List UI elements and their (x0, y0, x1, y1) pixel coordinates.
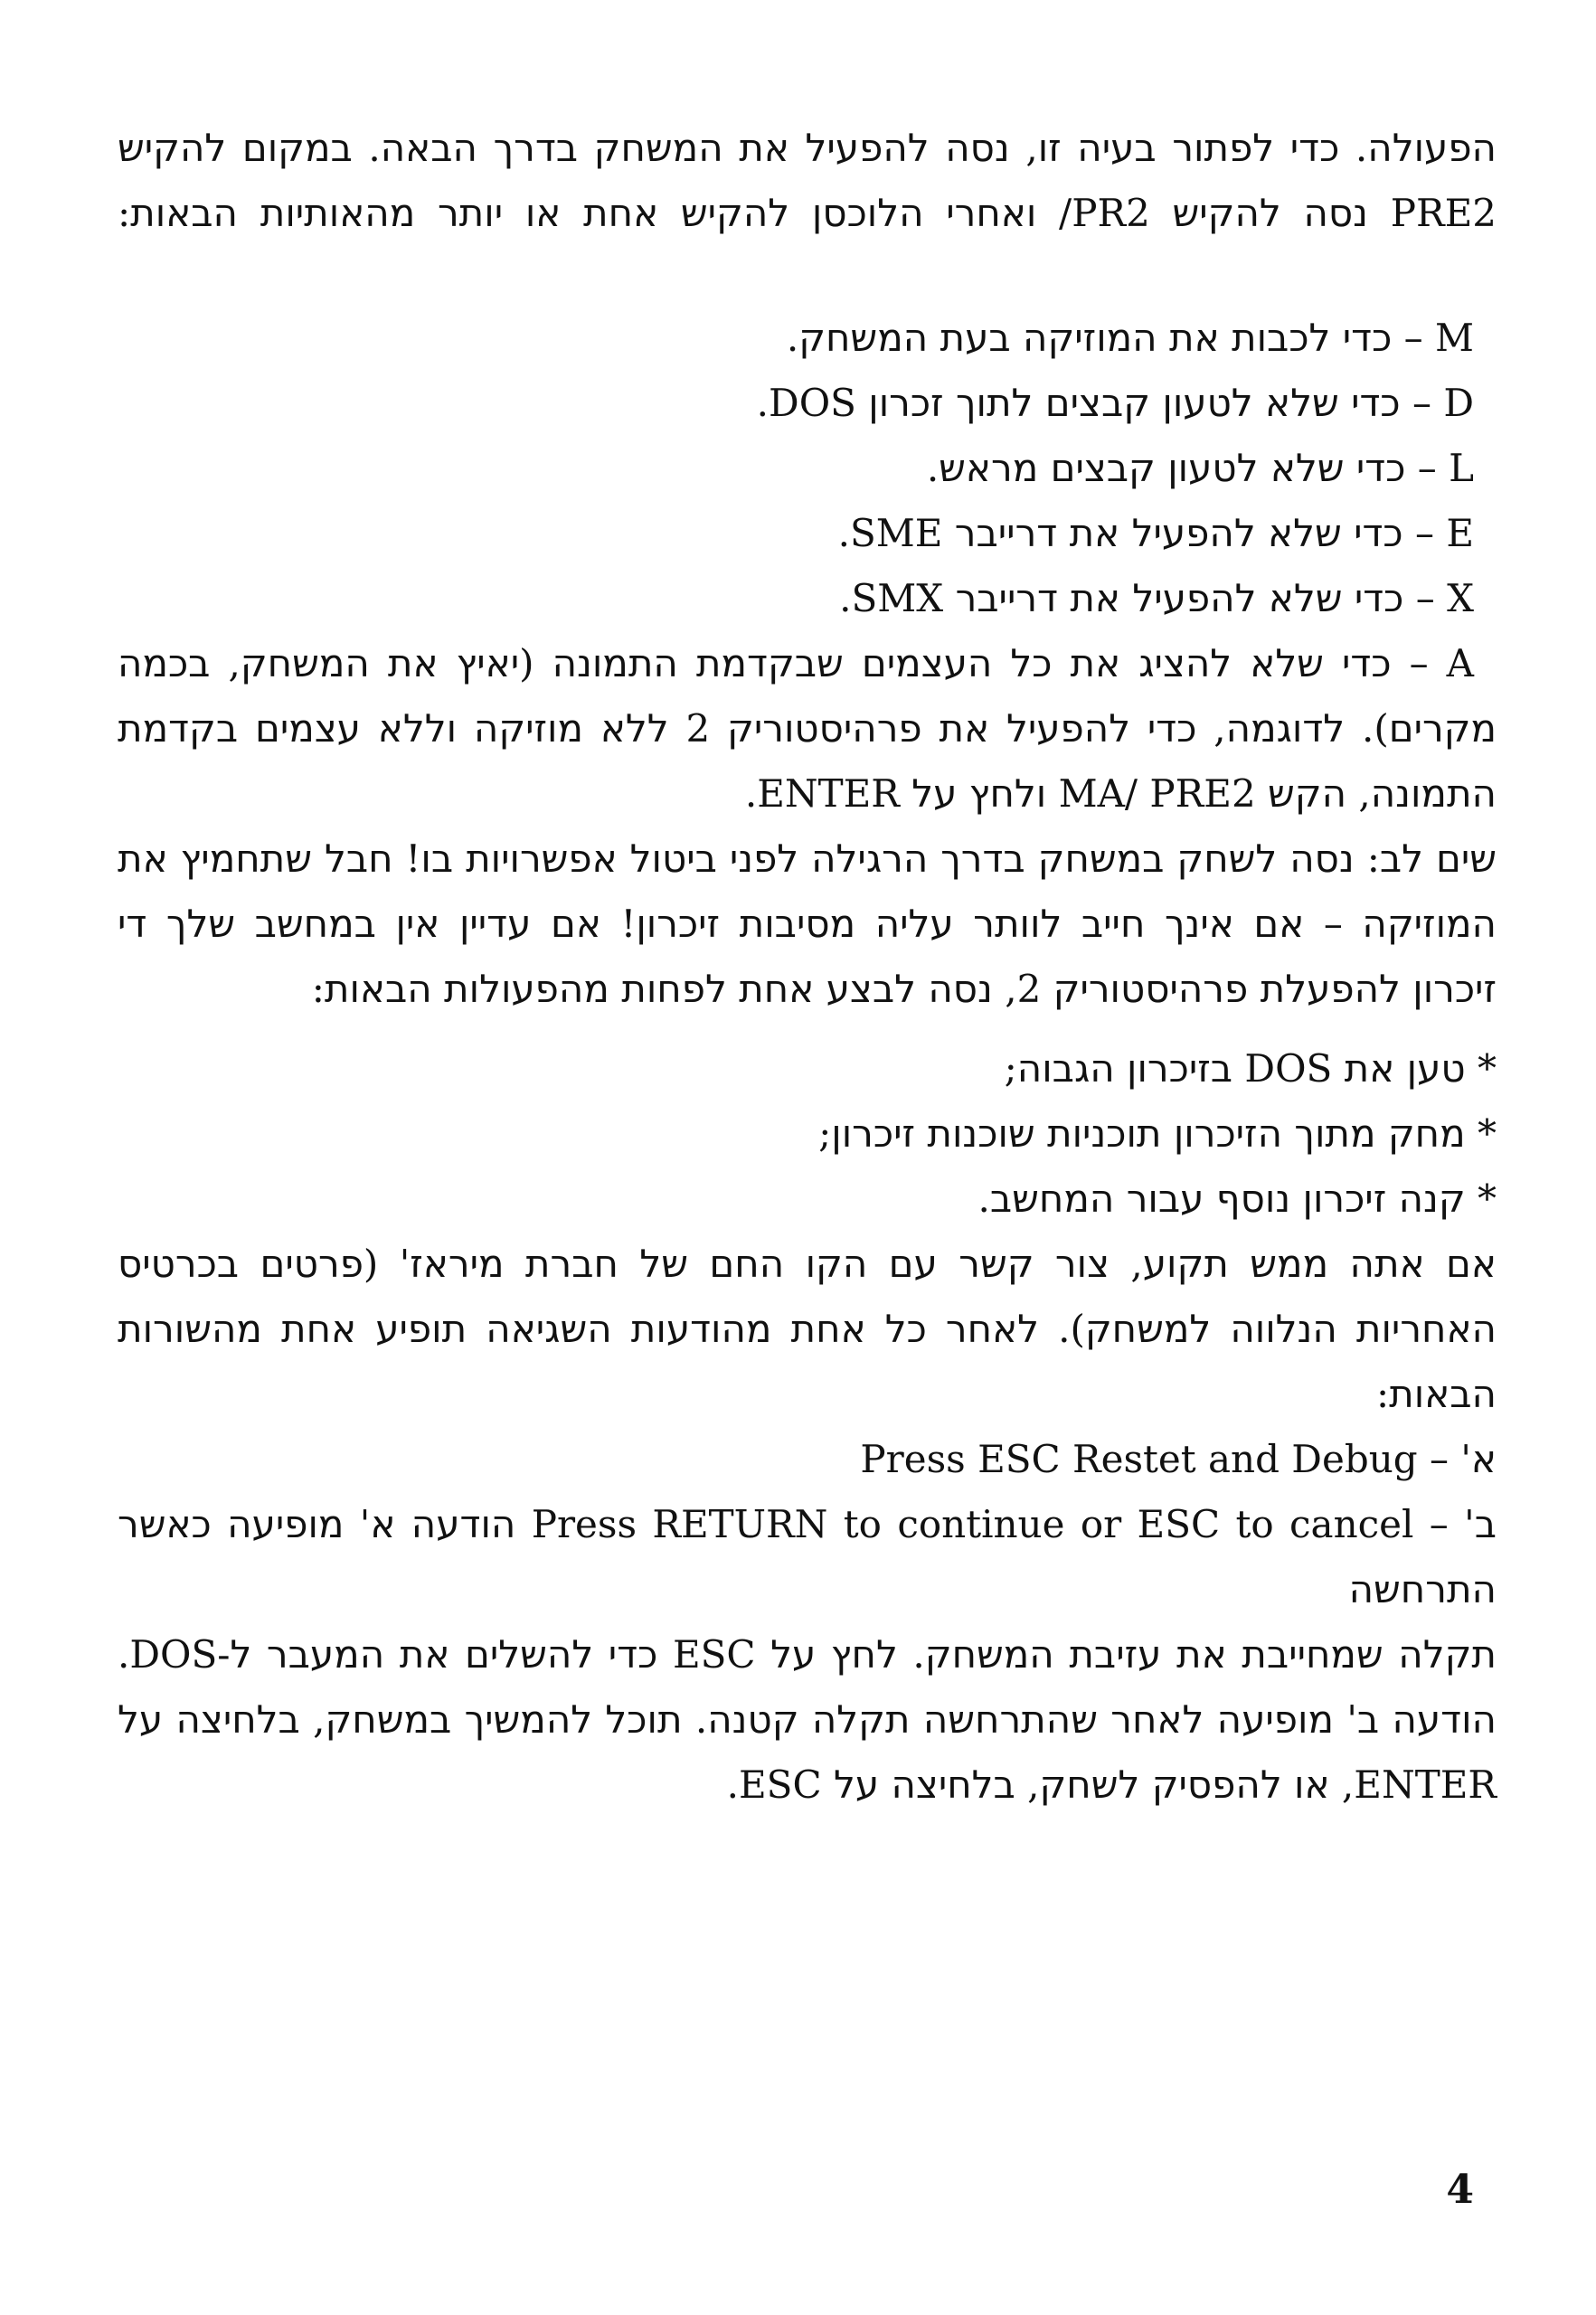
error-message-a: א' – Press ESC Restet and Debug (860, 1437, 1497, 1481)
support-line-2: האחריות הנלווה למשחק). לאחר כל אחת מהודעות השגיאה תופיע אחת מהשורות (118, 1307, 1497, 1351)
support-line-3: הבאות: (1376, 1372, 1497, 1416)
option-item-m: M – כדי לכבות את המוזיקה בעת המשחק. (786, 316, 1474, 360)
support-line-1: אם אתה ממש תקוע, צור קשר עם הקו החם של חברת מיראז' (פרטים בכרטיס (118, 1242, 1497, 1286)
option-item-a: A – כדי שלא להציג את כל העצמים שבקדמת התמונה (יאיץ את המשחק, בכמה (118, 641, 1474, 685)
memory-tip-2: * מחק מתוך הזיכרון תוכניות שוכנות זיכרון; (818, 1111, 1497, 1156)
option-item-x: X – כדי שלא להפעיל את דרייבר SMX. (839, 576, 1474, 620)
error-message-b: ב' – Press RETURN to continue or ESC to cancel הודעה א' מופיעה כאשר התרחשה (118, 1502, 1497, 1611)
option-a-continuation-2: התמונה, הקש MA/ PRE2 ולחץ על ENTER. (744, 771, 1497, 816)
option-item-l: L – כדי שלא לטעון קבצים מראש. (926, 446, 1474, 490)
option-item-e: E – כדי שלא להפעיל את דרייבר SME. (837, 511, 1474, 555)
error-message-b-cont-1: תקלה שמחייבת את עזיבת המשחק. לחץ על ESC כדי להשלים את המעבר ל-DOS. (118, 1632, 1497, 1677)
option-item-d: D – כדי שלא לטעון קבצים לתוך זכרון DOS. (756, 381, 1474, 425)
memory-tip-3: * קנה זיכרון נוסף עבור המחשב. (977, 1176, 1497, 1221)
intro-line-1: הפעולה. כדי לפתור בעיה זו, נסה להפעיל את המשחק בדרך הבאה. במקום להקיש (118, 126, 1497, 170)
page-number: 4 (1446, 2167, 1474, 2213)
error-message-b-cont-2: הודעה ב' מופיעה לאחר שהתרחשה תקלה קטנה. תוכל להמשיך במשחק, בלחיצה על (118, 1697, 1497, 1742)
note-line-3: זיכרון להפעלת פרהיסטוריק 2, נסה לבצע אחת לפחות מהפעולות הבאות: (311, 967, 1497, 1011)
memory-tip-1: * טען את DOS בזיכרון הגבוה; (1004, 1046, 1497, 1091)
option-a-continuation-1: מקרים). לדוגמה, כדי להפעיל את פרהיסטוריק 2 ללא מוזיקה וללא עצמים בקדמת (118, 706, 1497, 751)
error-message-b-cont-3: ENTER, או להפסיק לשחק, בלחיצה על ESC. (726, 1762, 1497, 1807)
note-line-1: שים לב: נסה לשחק במשחק בדרך הרגילה לפני ביטול אפשרויות בו! חבל שתחמיץ את (118, 836, 1497, 881)
intro-line-2: PRE2 נסה להקיש PR2/ ואחרי הלוכסן להקיש אחת או יותר מהאותיות הבאות: (118, 191, 1497, 235)
note-line-2: המוזיקה – אם אינך חייב לוותר עליה מסיבות זיכרון! אם עדיין אין במחשב שלך די (118, 902, 1497, 946)
